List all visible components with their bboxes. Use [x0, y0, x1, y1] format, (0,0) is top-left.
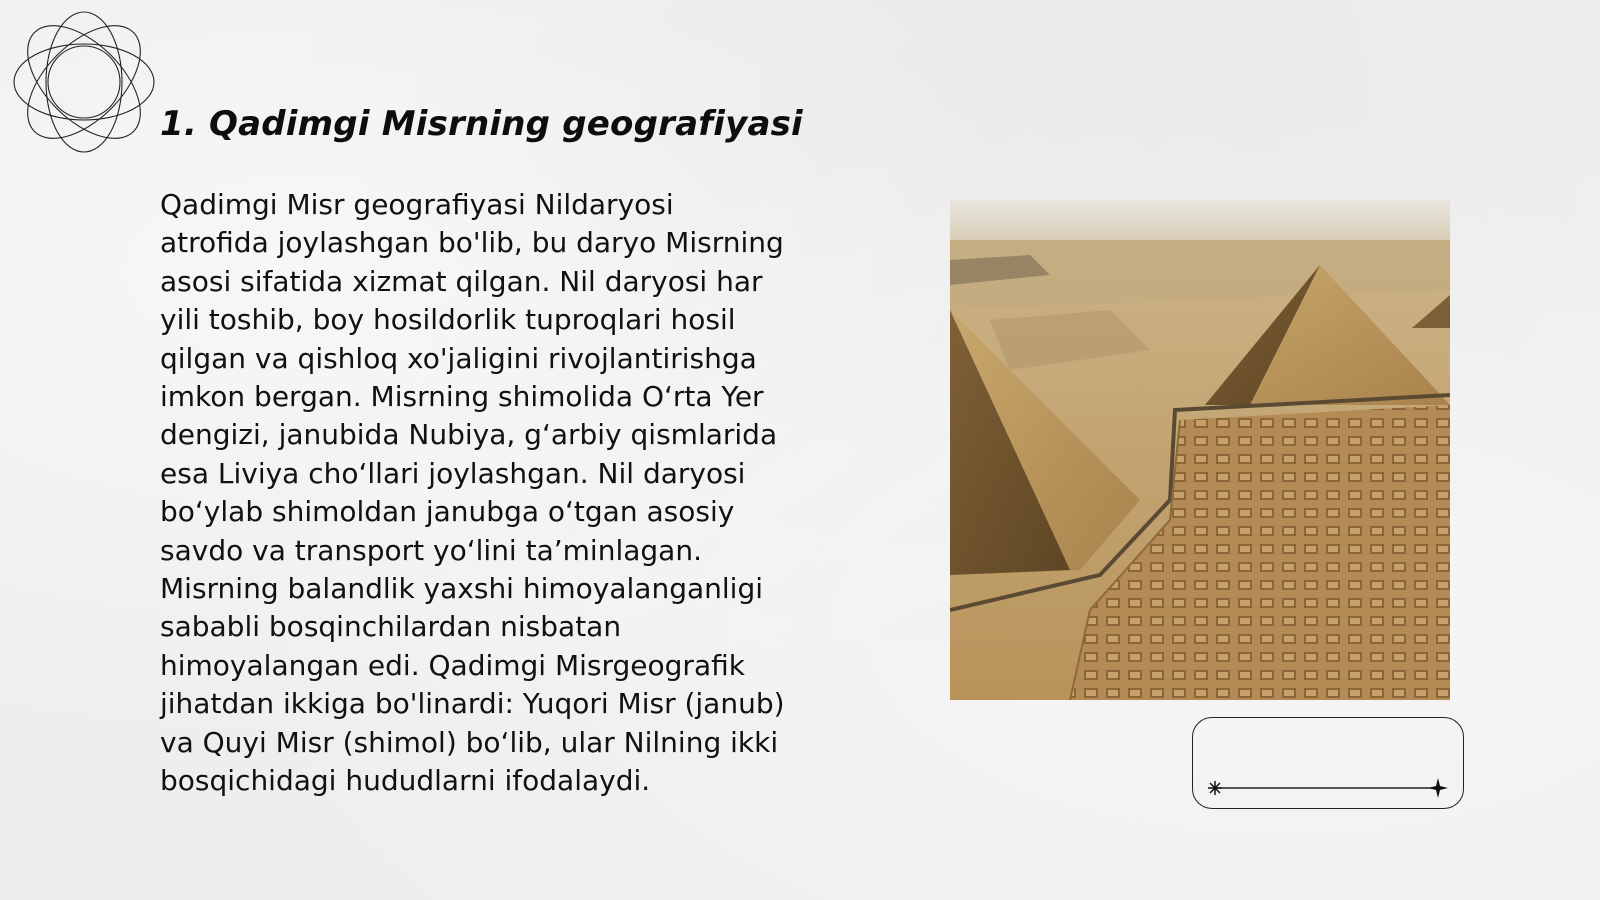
paragraph-line: atrofida joylashgan bo'lib, bu daryo Misrning [160, 226, 784, 260]
paragraph-line: asosi sifatida xizmat qilgan. Nil daryosi har [160, 264, 763, 298]
paragraph-line: savdo va transport yo‘lini ta’minlagan. [160, 533, 702, 567]
paragraph-line: bo‘ylab shimoldan janubga o‘tgan asosiy [160, 495, 735, 529]
paragraph-line: imkon bergan. Misrning shimolida O‘rta Yer [160, 380, 764, 414]
paragraph-line: esa Liviya cho‘llari joylashgan. Nil daryosi [160, 456, 746, 490]
paragraph-line: Misrning balandlik yaxshi himoyalanganligi [160, 572, 763, 606]
slide-title: 1. Qadimgi Misrning geografiyasi [160, 104, 803, 144]
paragraph-line: qilgan va qishloq xo'jaligini rivojlantirishga [160, 341, 757, 375]
paragraph-line: dengizi, janubida Nubiya, g‘arbiy qismlarida [160, 418, 778, 452]
pyramids-photo [950, 200, 1450, 700]
paragraph-line: Qadimgi Misr geografiyasi Nildaryosi [160, 188, 674, 221]
paragraph-line: jihatdan ikkiga bo'linardi: Yuqori Misr (janub) [160, 687, 785, 721]
body-paragraph [160, 186, 840, 801]
paragraph-line: sababli bosqinchilardan nisbatan [160, 610, 622, 644]
sparkle-burst-icon [1208, 781, 1222, 795]
paragraph-line: himoyalangan edi. Qadimgi Misrgeografik [160, 648, 745, 682]
four-point-star-icon [1428, 778, 1448, 798]
paragraph-line: bosqichidagi hududlarni ifodalaydi. [160, 764, 651, 798]
paragraph-line: va Quyi Misr (shimol) bo‘lib, ular Nilning ikki [160, 725, 779, 759]
paragraph-line: yili toshib, boy hosildorlik tuproqlari hosil [160, 303, 736, 337]
orbital-rings-icon [10, 8, 158, 156]
decorative-frame [1192, 717, 1464, 809]
